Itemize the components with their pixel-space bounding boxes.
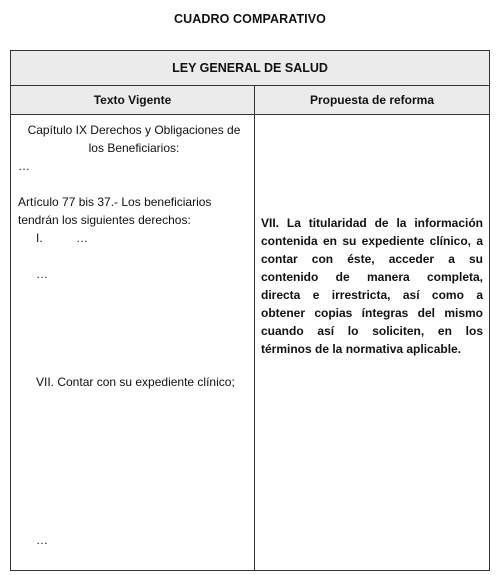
article-heading-line-1: Artículo 77 bis 37.- Los beneficiarios (18, 195, 212, 209)
omission-ellipsis: … (36, 267, 48, 281)
item-i-numeral: I. (36, 231, 43, 245)
omission-ellipsis: … (18, 159, 30, 173)
chapter-heading-line-2: los Beneficiarios: (88, 141, 180, 155)
chapter-heading-line-1: Capítulo IX Derechos y Obligaciones de (27, 123, 241, 137)
column-divider (254, 114, 255, 570)
comparison-table (10, 50, 490, 571)
item-i-ellipsis: … (76, 231, 88, 245)
column-header-reform-proposal: Propuesta de reforma (255, 86, 489, 115)
reform-proposal-cell (261, 214, 483, 358)
omission-ellipsis: … (36, 533, 48, 547)
article-heading-line-2: tendrán los siguientes derechos: (18, 213, 191, 227)
reform-proposal-text: VII. La titularidad de la información contenida en su expediente clínico, a contar con éste, acceder a su contenido de manera completa, directa e irrestricta, así como a obtener copias íntegras del mismo cuando así lo soliciten, en los términos de la normativa aplicable. (261, 216, 483, 356)
page-title: CUADRO COMPARATIVO (173, 12, 327, 26)
item-vii-text: VII. Contar con su expediente clínico; (36, 375, 235, 389)
law-name-header: LEY GENERAL DE SALUD (11, 51, 489, 86)
column-header-current-text: Texto Vigente (11, 86, 255, 115)
